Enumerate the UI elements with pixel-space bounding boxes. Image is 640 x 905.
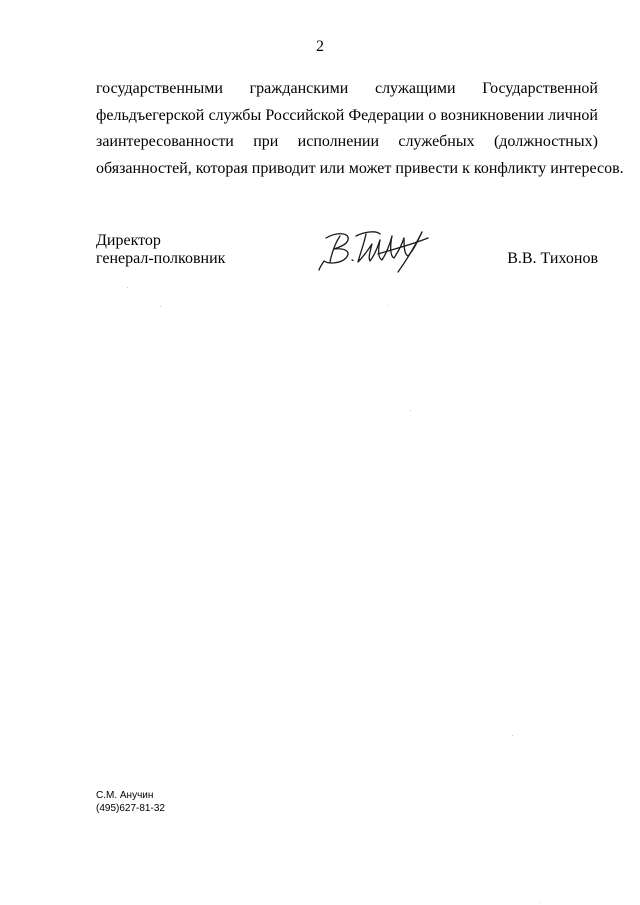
body-line-4 (96, 156, 624, 183)
word: при (253, 133, 279, 150)
word: гражданскими (249, 80, 349, 97)
word: Федерации (348, 106, 425, 124)
body-text (96, 76, 624, 182)
executor-phone: (495)627-81-32 (96, 803, 165, 814)
scan-speck (388, 305, 389, 306)
scan-speck (410, 410, 411, 411)
word: служебных (398, 133, 475, 150)
word: исполнении (297, 133, 380, 150)
position-line-2: генерал-полковник (96, 250, 226, 267)
signer-name: В.В. Тихонов (507, 250, 598, 267)
handwritten-signature (318, 224, 436, 274)
scan-speck (540, 902, 541, 903)
page-number: 2 (316, 38, 324, 55)
word: службы (208, 106, 262, 124)
word: государственными (96, 80, 223, 97)
position-line-1: Директор (96, 232, 161, 249)
body-line-1 (96, 76, 598, 103)
word: обязанностей, которая приводит или может привести к конфликту интересов. (96, 159, 624, 177)
word: возникновении (440, 106, 545, 124)
word: Российской (265, 106, 345, 124)
word: (должностных) (493, 133, 598, 150)
body-line-2 (96, 103, 598, 130)
executor-info (96, 789, 165, 815)
executor-name: С.М. Анучин (96, 790, 154, 801)
signature-block (96, 232, 598, 272)
word: фельдъегерской (96, 106, 205, 124)
word: заинтересованности (96, 133, 234, 150)
scan-speck (127, 287, 128, 288)
word: о (428, 106, 437, 124)
word: личной (548, 106, 598, 124)
scan-speck (512, 735, 513, 736)
scan-speck (160, 306, 161, 307)
word: Государственной (482, 80, 598, 97)
word: служащими (374, 80, 456, 97)
signer-position (96, 232, 225, 268)
body-line-3 (96, 129, 598, 156)
